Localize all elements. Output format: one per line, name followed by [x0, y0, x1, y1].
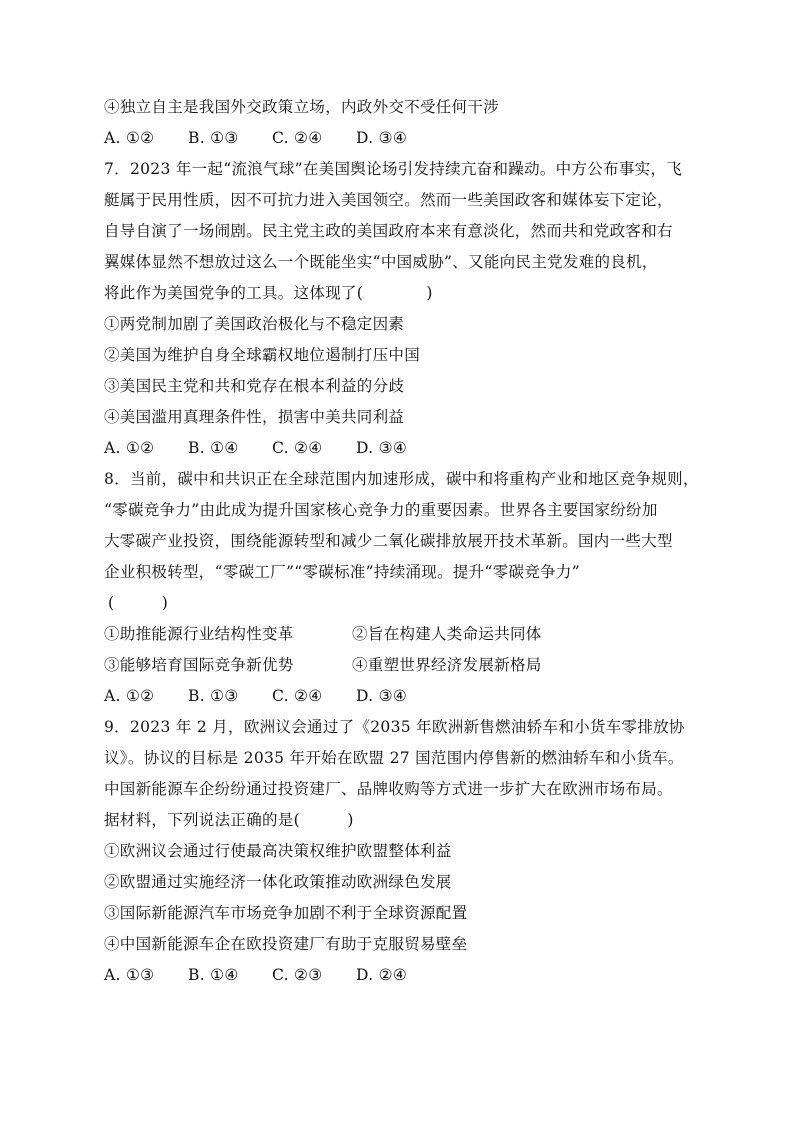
q7-options — [104, 433, 694, 464]
q7-stem-line: 艇属于民用性质，因不可抗力进入美国领空。然而一些美国政客和媒体妄下定论， — [104, 191, 673, 209]
q8-option-b: B. ①③ — [188, 687, 239, 705]
q7-item-2: ②美国为维护自身全球霸权地位遏制打压中国 — [104, 346, 421, 364]
q8-option-d: D. ③④ — [356, 687, 408, 705]
q7-option-d: D. ③④ — [356, 439, 408, 457]
q8-items-row-1 — [104, 619, 694, 650]
q7-option-a: A. ①② — [104, 439, 155, 457]
q9-options — [104, 960, 694, 991]
q8-item-2: ②旨在构建人类命运共同体 — [352, 625, 542, 643]
q7-item-4: ④美国滥用真理条件性，损害中美共同利益 — [104, 408, 405, 426]
q8-items-row-2 — [104, 650, 694, 681]
q9-option-b: B. ①④ — [188, 966, 239, 984]
q9-item-2: ②欧盟通过实施经济一体化政策推动欧洲绿色发展 — [104, 873, 452, 891]
q9-stem-line: 中国新能源车企纷纷通过投资建厂、品牌收购等方式进一步扩大在欧洲市场布局。 — [104, 780, 673, 798]
q8-answer-paren: ( ) — [108, 594, 169, 612]
q8-options — [104, 681, 694, 712]
q8-option-c: C. ②④ — [272, 687, 323, 705]
q7-option-b: B. ①④ — [188, 439, 239, 457]
q7-stem-line: 7．2023 年一起“流浪气球”在美国舆论场引发持续亢奋和躁动。中方公布事实，飞 — [104, 160, 683, 178]
q9-stem-line: 据材料，下列说法正确的是( ) — [104, 811, 354, 829]
q9-stem-line: 9．2023 年 2 月，欧洲议会通过了《2035 年欧洲新售燃油轿车和小货车零排放协 — [104, 718, 685, 736]
q9-option-c: C. ②③ — [272, 966, 323, 984]
q9-option-d: D. ②④ — [356, 966, 408, 984]
document-page — [104, 92, 699, 991]
q6-option-c: C. ②④ — [272, 129, 323, 147]
q8-item-1: ①助推能源行业结构性变革 — [104, 625, 294, 643]
question-9 — [104, 712, 694, 991]
question-8 — [104, 464, 699, 712]
q8-item-4: ④重塑世界经济发展新格局 — [352, 656, 542, 674]
q8-stem-line: “零碳竞争力”由此成为提升国家核心竞争力的重要因素。世界各主要国家纷纷加 — [104, 501, 658, 519]
q8-option-a: A. ①② — [104, 687, 155, 705]
q7-item-3: ③美国民主党和共和党存在根本利益的分歧 — [104, 377, 405, 395]
question-7 — [104, 154, 694, 464]
q6-option-b: B. ①③ — [188, 129, 239, 147]
q6-option-d: D. ③④ — [356, 129, 408, 147]
q9-item-3: ③国际新能源汽车市场竞争加剧不利于全球资源配置 — [104, 904, 468, 922]
q7-item-1: ①两党制加剧了美国政治极化与不稳定因素 — [104, 315, 405, 333]
q7-stem-line: 翼媒体显然不想放过这么一个既能坐实“中国威胁”、又能向民主党发难的良机， — [104, 253, 658, 271]
q7-option-c: C. ②④ — [272, 439, 323, 457]
q8-stem-line: 大零碳产业投资，围绕能源转型和减少二氧化碳排放展开技术革新。国内一些大型 — [104, 532, 673, 550]
q6-options — [104, 123, 694, 154]
q7-stem-line: 将此作为美国党争的工具。这体现了( ) — [104, 284, 433, 302]
q7-stem-line: 自导自演了一场闹剧。民主党主政的美国政府本来有意淡化，然而共和党政客和右 — [104, 222, 673, 240]
q8-item-3: ③能够培育国际竞争新优势 — [104, 656, 294, 674]
q8-stem-line: 8．当前，碳中和共识正在全球范围内加速形成，碳中和将重构产业和地区竞争规则， — [104, 470, 699, 488]
q8-stem-line: 企业积极转型，“零碳工厂”“零碳标准”持续涌现。提升“零碳竞争力” — [104, 563, 580, 581]
q9-item-4: ④中国新能源车企在欧投资建厂有助于克服贸易壁垒 — [104, 935, 468, 953]
q9-stem-line: 议》。协议的目标是 2035 年开始在欧盟 27 国范围内停售新的燃油轿车和小货车。 — [104, 749, 684, 767]
q9-item-1: ①欧洲议会通过行使最高决策权维护欧盟整体利益 — [104, 842, 452, 860]
q6-item-4: ④独立自主是我国外交政策立场，内政外交不受任何干涉 — [104, 98, 500, 116]
q9-option-a: A. ①③ — [104, 966, 155, 984]
q6-option-a: A. ①② — [104, 129, 155, 147]
